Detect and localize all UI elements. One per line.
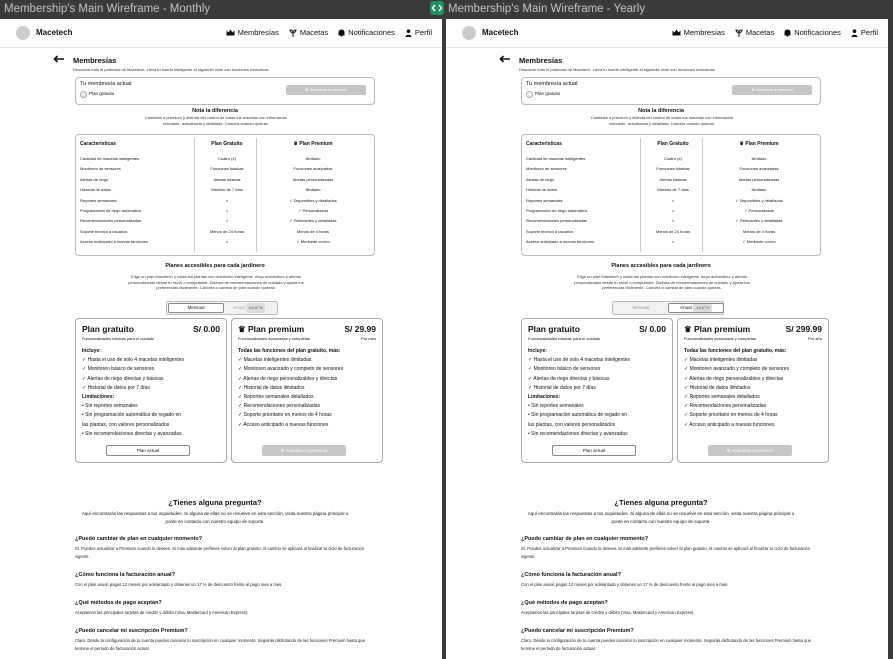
nav-macetas[interactable] (289, 28, 328, 37)
difference-title: Nota la diferencia (638, 108, 684, 114)
feature-item: ✓ Alertas de riego personalizables y directas (238, 375, 338, 382)
table-header: Características (80, 141, 116, 147)
table-cell: ✓ Mediante correo (296, 239, 330, 245)
table-cell: Soporte técnico a usuarios (526, 228, 574, 234)
toggle-annual-label: Anual (233, 305, 245, 310)
table-header-premium (716, 141, 802, 147)
nav-notificaciones[interactable] (784, 28, 841, 37)
plan-feature-list (528, 347, 668, 439)
upgrade-premium-button[interactable] (708, 445, 792, 456)
plan-title-premium (684, 324, 750, 335)
feature-item: ✓ Monitoreo básico de sensores (528, 366, 601, 373)
crown-icon: ♛ (280, 448, 286, 453)
discount-badge: -16,67% (246, 303, 265, 313)
comparison-table (521, 134, 821, 256)
feature-item: ✓ Alertas de riego directas y básicas (528, 375, 610, 382)
nav-label: Membresías (683, 28, 725, 37)
page-subtitle: Descubre todo el potencial de Macetech. Lleva tu huerto inteligente al siguiente nivel con funciones exclusivas. (519, 67, 716, 72)
faq-title: ¿Tienes alguna pregunta? (614, 498, 708, 507)
table-cell: Cantidad de macetas inteligentes (526, 156, 586, 161)
table-cell: Ilimitado (751, 156, 767, 161)
plan-feature-list (82, 347, 222, 439)
table-row (80, 156, 370, 166)
plan-radio[interactable] (526, 91, 533, 98)
limit-item: • Sin programación automática de regado en (528, 412, 628, 419)
nav-label: Notificaciones (348, 28, 395, 37)
bell-icon (338, 29, 345, 37)
table-cell: Ilimitado (305, 187, 321, 193)
faq-intro: Aquí encontrarás las respuestas a tus inquietudes. Si alguna de ellas no se resuelve en esta sección, visita nuestra página principal o ponte en contacto con nuestro equipo de soporte. (527, 511, 795, 524)
limit-item: • Sin reportes semanales (528, 403, 584, 410)
plan-radio[interactable] (80, 91, 87, 98)
brand-name[interactable]: Macetech (482, 28, 519, 37)
table-header: Plan Gratuito (657, 141, 689, 147)
table-row (526, 187, 816, 197)
table-cell: ✓ Disponibles y detallados (289, 197, 337, 203)
top-nav (0, 19, 442, 48)
feature-item: ✓ Hasta el uso de solo 4 macetas inteligentes (82, 357, 185, 364)
nav-label: Macetas (299, 28, 329, 37)
table-row (526, 229, 816, 239)
bell-icon (784, 29, 791, 37)
limit-item: las plantas, con valores personalizados (528, 421, 616, 428)
faq-answer: Aceptamos las principales tarjetas de crédito y débito (Visa, Mastercard y American Express). (521, 610, 695, 615)
limit-item: • Sin programación automática de regado en (82, 412, 182, 419)
table-row (526, 198, 816, 208)
table-cell: Menos de 4 horas (742, 228, 776, 234)
table-cell: × (671, 197, 675, 203)
table-cell: Programación de riego automático (80, 208, 142, 213)
table-cell: Acceso anticipado a nuevas funciones (80, 239, 149, 245)
crown-icon: ♛ (726, 448, 732, 453)
table-header: Plan Premium (299, 141, 333, 147)
nav-links (226, 28, 432, 37)
table-header: Plan Premium (745, 141, 779, 147)
feature-item: ✓ Acceso anticipado a nuevas funciones (238, 421, 329, 428)
feature-item: ✓ Reportes semanales detallados (684, 394, 760, 401)
table-cell: Funciones avanzadas (293, 166, 333, 172)
table-cell: × (225, 208, 229, 213)
crown-icon: ♛ (739, 141, 746, 147)
crown-icon: ♛ (304, 87, 310, 92)
billing-toggle[interactable] (612, 301, 724, 315)
feature-item: ✓ Alertas de riego directas y básicas (82, 375, 164, 382)
crown-icon: ♛ (238, 324, 248, 334)
page-title: Membresías (73, 56, 117, 65)
crown-icon: ♛ (293, 141, 300, 147)
table-row (526, 166, 816, 176)
table-cell: ✓ Relevantes y detalladas (735, 218, 783, 224)
plan-title: Plan gratuito (82, 324, 134, 334)
limits-label: Limitaciones: (82, 394, 115, 401)
table-cell: Historial de datos (526, 187, 557, 193)
table-row (526, 156, 816, 166)
plan-price: S/ 29.99 (344, 324, 376, 334)
feature-item: ✓ Monitoreo avanzado y completo de sensores (238, 366, 344, 373)
feature-item: ✓ Alertas de riego personalizables y directas (684, 375, 784, 382)
current-plan-button[interactable]: Plan actual (552, 445, 636, 456)
plan-feature-list (238, 347, 378, 430)
current-membership-card (521, 77, 821, 105)
table-cell: Monitoreo de sensores (526, 166, 567, 172)
faq-title: ¿Tienes alguna pregunta? (168, 498, 262, 507)
nav-membresias[interactable] (672, 28, 725, 37)
table-row (80, 198, 370, 208)
table-cell: Menos de 24 horas (209, 228, 245, 234)
frame-title-yearly-wrap (430, 0, 645, 18)
table-cell: ✓ Mediante correo (742, 239, 776, 245)
faq-answer: Sí. Puedes actualizar a Premium cuando lo desees. Si más adelante prefieres volver al plan gratuito, el cambio se aplicará al finalizar tu ciclo de facturación vigente. (521, 546, 811, 559)
faq-question: ¿Puedo cambiar de plan en cualquier momento? (521, 536, 649, 542)
table-row (526, 218, 816, 228)
feature-item: ✓ Macetas inteligentes ilimitadas (238, 357, 312, 364)
feature-item: ✓ Reportes semanales detallados (238, 394, 314, 401)
upgrade-label: Actualizar a premium (755, 87, 794, 92)
table-cell: Ilimitado (305, 156, 321, 161)
faq-question: ¿Cómo funciona la facturación anual? (521, 572, 621, 578)
limit-item: • Sin reportes semanales (82, 403, 138, 410)
plan-price: S/ 299.99 (785, 324, 822, 334)
table-cell: Acceso anticipado a nuevas funciones (526, 239, 595, 245)
feature-item: ✓ Recomendaciones personalizadas (684, 403, 767, 410)
plan-title: Plan premium (247, 324, 305, 334)
upgrade-label: Actualizar a premium (309, 87, 348, 92)
table-cell: Menos de 4 horas (296, 228, 330, 234)
table-header-premium (270, 141, 356, 147)
faq-question: ¿Qué métodos de pago aceptan? (521, 600, 608, 606)
feature-item: ✓ Recomendaciones personalizadas (238, 403, 321, 410)
table-cell: Menos de 24 horas (655, 228, 691, 234)
crown-icon: ♛ (750, 87, 756, 92)
table-row (80, 239, 370, 249)
membership-plan: Plan gratuito (89, 91, 115, 96)
difference-subtitle: Cambiate a premium y disfruta del control de todas tus macetas con información relevante, actualizada y detallada. Cancela cuando quieras. (144, 115, 288, 126)
includes-label: Incluye: (528, 348, 547, 354)
crown-icon: ♛ (684, 324, 694, 334)
feature-item: ✓ Soporte prioritario en menos de 4 horas (238, 412, 332, 419)
page-title: Membresías (519, 56, 563, 65)
table-cell: Máximo de 7 días (657, 187, 689, 193)
upgrade-label: Actualizar a premium (731, 448, 774, 453)
nav-notificaciones[interactable] (338, 28, 395, 37)
plan-price: S/ 0.00 (193, 324, 220, 334)
table-cell: Funciones básicas (656, 166, 690, 172)
plant-icon (289, 29, 297, 37)
feature-item: ✓ Historial de datos ilimitados (238, 384, 305, 391)
faq-intro: Aquí encontrarás las respuestas a tus inquietudes. Si alguna de ellas no se resuelve en esta sección, visita nuestra página principal o ponte en contacto con nuestro equipo de soporte. (81, 511, 349, 524)
feature-item: ✓ Historial de datos por 7 días (82, 384, 150, 391)
membership-plan: Plan gratuito (535, 91, 561, 96)
table-cell: × (671, 218, 675, 224)
logo-icon[interactable] (16, 26, 30, 40)
plan-subtitle: Funcionalidades avanzadas y completas (238, 336, 311, 341)
toggle-monthly[interactable]: Mensual (168, 303, 224, 313)
feature-item: ✓ Historial de datos por 7 días (528, 384, 596, 391)
table-header: Características (526, 141, 562, 147)
faq-question: ¿Puedo cambiar de plan en cualquier momento? (75, 536, 203, 542)
plan-feature-list (684, 347, 824, 430)
table-row (80, 166, 370, 176)
user-icon (851, 29, 858, 37)
table-cell: ✓ Personalizada (298, 208, 328, 213)
table-row (80, 187, 370, 197)
back-arrow-icon[interactable] (53, 55, 65, 66)
frame-title-monthly: Membership's Main Wireframe - Monthly (4, 3, 211, 15)
table-row (526, 239, 816, 249)
feature-item: ✓ Soporte prioritario en menos de 4 horas (684, 412, 778, 419)
table-cell: Reportes semanales (80, 197, 117, 203)
table-cell: × (225, 239, 229, 245)
table-cell: Alertas de riego (80, 176, 109, 182)
faq-answer: Con el plan anual, pagas 12 meses por adelantado y obtienes un 17 % de descuento frente al pago mes a mes. (521, 582, 729, 587)
nav-label: Macetas (745, 28, 775, 37)
table-row (80, 208, 370, 218)
faq-question: ¿Puedo cancelar mi suscripción Premium? (521, 628, 634, 634)
user-icon (405, 29, 412, 37)
nav-perfil[interactable] (851, 28, 878, 37)
plans-title: Planes accesibles para cada jardinero (165, 263, 265, 269)
table-cell: × (225, 197, 229, 203)
brand-name[interactable]: Macetech (36, 28, 73, 37)
faq-question: ¿Cómo funciona la facturación anual? (75, 572, 175, 578)
plan-period: Por año (807, 336, 822, 341)
faq-answer: Con el plan anual, pagas 12 meses por adelantado y obtienes un 17 % de descuento frente al pago mes a mes. (75, 582, 283, 587)
table-header: Plan Gratuito (211, 141, 243, 147)
current-membership-card (75, 77, 375, 105)
upgrade-label: Actualizar a premium (285, 448, 328, 453)
feature-item: ✓ Acceso anticipado a nuevas funciones (684, 421, 775, 428)
faq-question: ¿Puedo cancelar mi suscripción Premium? (75, 628, 188, 634)
wireframe-yearly (446, 19, 888, 659)
faq-answer: Aceptamos las principales tarjetas de crédito y débito (Visa, Mastercard y American Express). (75, 610, 249, 615)
nav-membresias[interactable] (226, 28, 279, 37)
back-arrow-icon[interactable] (499, 55, 511, 66)
table-cell: Reportes semanales (526, 197, 563, 203)
limit-item: • Sin recomendaciones directas y avanzadas (528, 430, 628, 437)
feature-item: ✓ Historial de datos ilimitados (684, 384, 751, 391)
plan-subtitle: Funcionalidades avanzadas y completas (684, 336, 757, 341)
feature-item: ✓ Hasta el uso de solo 4 macetas inteligentes (528, 357, 631, 364)
toggle-annual[interactable] (222, 303, 276, 313)
plan-card-free (521, 318, 673, 463)
table-row (526, 208, 816, 218)
toggle-annual-label: Anual (680, 305, 692, 310)
table-cell: Alertas básicas (213, 176, 241, 182)
plant-icon (735, 29, 743, 37)
table-cell: × (671, 239, 675, 245)
plans-subtitle: Elige un plan Macetech y cuida tus plantas con monitoreo inteligente, riego automático y alertas personalizadas desde tu móvil o computador. Disfruta de recomendaciones de cuidado y ajusta tus preferencias fácilmente. Cancela o cambia de plan cuando quieras. (574, 274, 750, 290)
plan-card-free (75, 318, 227, 463)
current-plan-button[interactable]: Plan actual (106, 445, 190, 456)
difference-subtitle: Cambiate a premium y disfruta del control de todas tus macetas con información relevante, actualizada y detallada. Cancela cuando quieras. (590, 115, 734, 126)
table-row (80, 229, 370, 239)
plan-subtitle: Funcionalidades básicas para el cuidado (528, 336, 601, 341)
table-cell: Máximo de 7 días (211, 187, 243, 193)
upgrade-button[interactable] (286, 85, 366, 95)
logo-icon[interactable] (462, 26, 476, 40)
table-cell: Funciones avanzadas (739, 166, 779, 172)
table-cell: Cantidad de macetas inteligentes (80, 156, 140, 161)
table-cell: Ilimitado (751, 187, 767, 193)
membership-label: Tu membresía actual (526, 81, 578, 87)
plan-card-premium (231, 318, 383, 463)
plan-title: Plan premium (693, 324, 751, 334)
difference-title: Nota la diferencia (192, 108, 238, 114)
table-row (80, 177, 370, 187)
comparison-table (75, 134, 375, 256)
table-cell: × (671, 208, 675, 213)
table-cell: Recomendaciones personalizadas (526, 218, 588, 224)
membership-label: Tu membresía actual (80, 81, 132, 87)
faq-answer: Claro. Desde la configuración de tu cuenta puedes cancelar tu suscripción en cualquier momento. Seguirás disfrutando de las funciones Premium hasta que termine el período de facturación actual. (75, 638, 366, 651)
upgrade-button[interactable] (732, 85, 812, 95)
upgrade-premium-button[interactable] (262, 445, 346, 456)
table-cell: × (225, 218, 229, 224)
table-cell: Cuatro (4) (217, 156, 236, 161)
includes-label: Todas las funciones del plan gratuito, más: (238, 348, 341, 354)
includes-label: Todas las funciones del plan gratuito, más: (684, 348, 787, 354)
faq-question: ¿Qué métodos de pago aceptan? (75, 600, 162, 606)
table-cell: Recomendaciones personalizadas (80, 218, 142, 224)
top-nav (446, 19, 888, 48)
plan-period: Por mes (361, 336, 376, 341)
faq-answer: Sí. Puedes actualizar a Premium cuando lo desees. Si más adelante prefieres volver al plan gratuito, el cambio se aplicará al finalizar tu ciclo de facturación vigente. (75, 546, 365, 559)
table-cell: Programación de riego automático (526, 208, 588, 213)
wireframe-monthly (0, 19, 442, 659)
nav-label: Perfil (414, 28, 432, 37)
table-cell: Cuatro (4) (663, 156, 682, 161)
table-cell: ✓ Disponibles y detallados (735, 197, 783, 203)
nav-perfil[interactable] (405, 28, 432, 37)
faq-answer: Claro. Desde la configuración de tu cuenta puedes cancelar tu suscripción en cualquier momento. Seguirás disfrutando de las funciones Premium hasta que termine el período de facturación actual. (521, 638, 812, 651)
frame-title-yearly: Membership's Main Wireframe - Yearly (448, 3, 646, 15)
limits-label: Limitaciones: (528, 394, 561, 401)
table-cell: Alertas de riego (526, 176, 555, 182)
table-cell: Alertas básicas (659, 176, 687, 182)
plans-subtitle: Elige un plan Macetech y cuida tus plantas con monitoreo inteligente, riego automático y alertas personalizadas desde tu móvil o computador. Disfruta de recomendaciones de cuidado y ajusta tus preferencias fácilmente. Cancela o cambia de plan cuando quieras. (128, 274, 304, 290)
table-cell: Soporte técnico a usuarios (80, 228, 128, 234)
table-cell: Monitoreo de sensores (80, 166, 121, 172)
nav-label: Perfil (860, 28, 878, 37)
nav-links (672, 28, 878, 37)
limit-item: • Sin recomendaciones directas y avanzadas (82, 430, 182, 437)
page-subtitle: Descubre todo el potencial de Macetech. Lleva tu huerto inteligente al siguiente nivel con funciones exclusivas. (73, 67, 270, 72)
feature-item: ✓ Macetas inteligentes ilimitadas (684, 357, 758, 364)
table-cell: ✓ Personalizada (744, 208, 774, 213)
plan-subtitle: Funcionalidades básicas para el cuidado (82, 336, 155, 341)
table-row (526, 177, 816, 187)
table-cell: Alertas personalizadas (738, 176, 780, 182)
toggle-annual[interactable] (668, 303, 724, 313)
table-cell: ✓ Relevantes y detalladas (289, 218, 337, 224)
nav-label: Membresías (237, 28, 279, 37)
plan-title-premium (238, 324, 304, 335)
crown-icon (226, 29, 235, 36)
plan-title: Plan gratuito (528, 324, 580, 334)
table-cell: Funciones básicas (210, 166, 244, 172)
feature-item: ✓ Monitoreo básico de sensores (82, 366, 155, 373)
toggle-monthly[interactable]: Mensual (632, 305, 650, 310)
billing-toggle[interactable] (166, 301, 278, 315)
table-cell: Historial de datos (80, 187, 111, 193)
plan-price: S/ 0.00 (639, 324, 666, 334)
limit-item: las plantas, con valores personalizados (82, 421, 170, 428)
discount-badge: -16,67% (694, 305, 710, 310)
table-row (80, 218, 370, 228)
plan-card-premium (677, 318, 829, 463)
code-icon (430, 1, 444, 15)
plans-title: Planes accesibles para cada jardinero (611, 263, 711, 269)
includes-label: Incluye: (82, 348, 101, 354)
nav-macetas[interactable] (735, 28, 774, 37)
table-cell: Alertas personalizadas (292, 176, 334, 182)
crown-icon (672, 29, 681, 36)
nav-label: Notificaciones (794, 28, 841, 37)
feature-item: ✓ Monitoreo avanzado y completo de sensores (684, 366, 790, 373)
